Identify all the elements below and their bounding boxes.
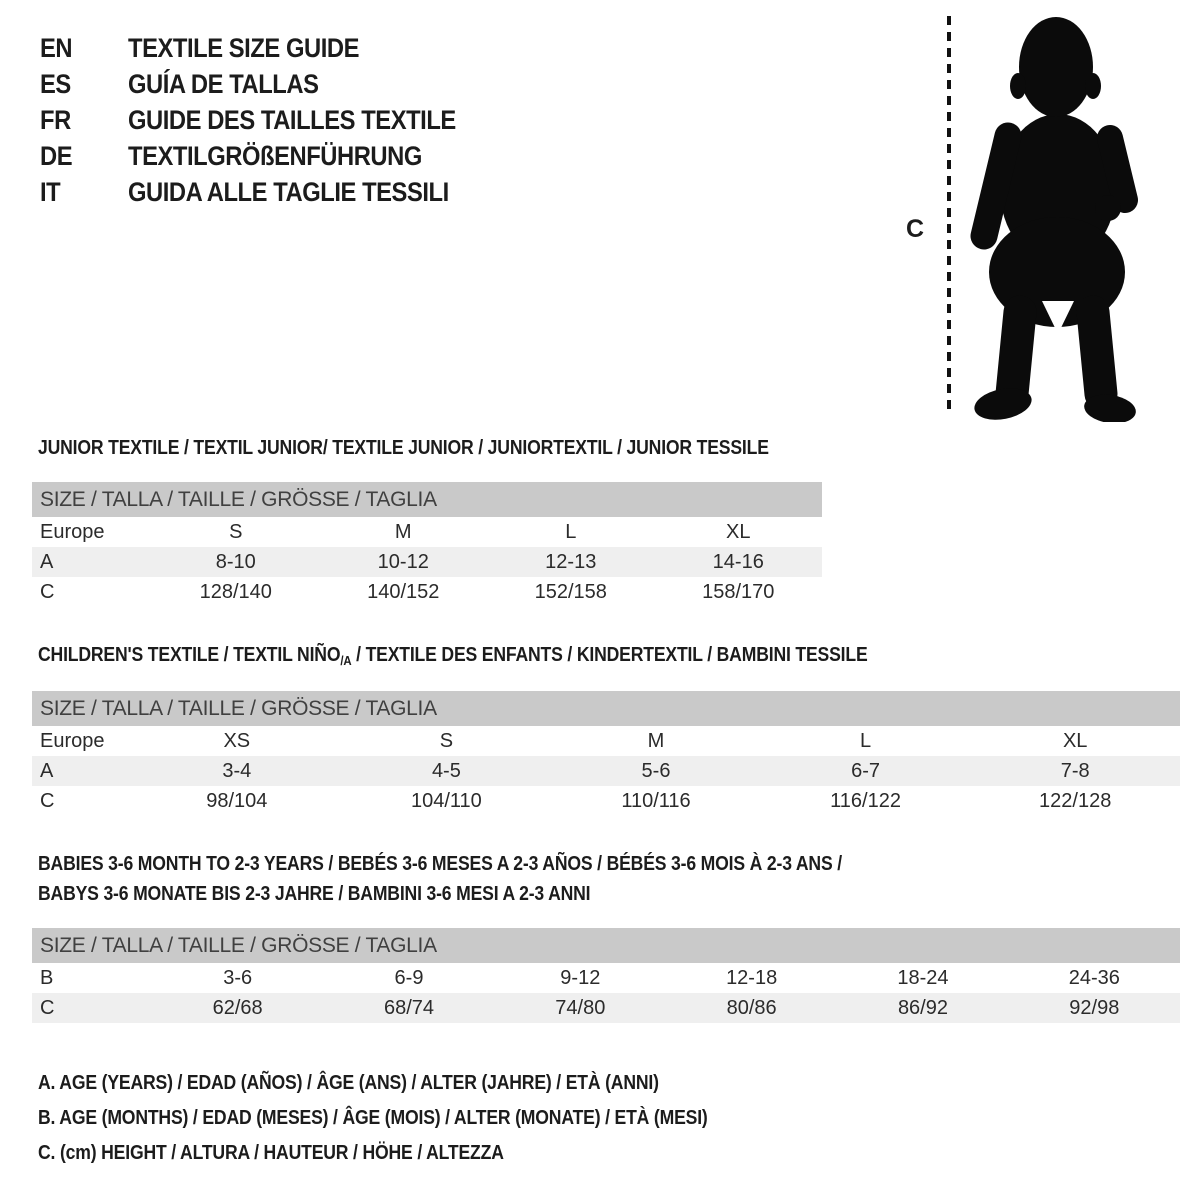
children-size-table bbox=[32, 691, 1180, 816]
language-code: ES bbox=[40, 68, 71, 99]
children-title-pre: CHILDREN'S TEXTILE / TEXTIL NIÑO bbox=[38, 644, 341, 666]
table-row-a bbox=[32, 547, 822, 577]
language-code: IT bbox=[40, 176, 61, 207]
language-code: DE bbox=[40, 140, 73, 171]
size-cell: 10-12 bbox=[377, 550, 429, 573]
size-cell: L bbox=[565, 520, 577, 543]
junior-section-title: JUNIOR TEXTILE / TEXTIL JUNIOR/ TEXTILE JUNIOR / JUNIORTEXTIL / JUNIOR TESSILE bbox=[38, 437, 769, 459]
size-cell: 24-36 bbox=[1068, 966, 1120, 989]
size-cell: XL bbox=[726, 520, 751, 543]
legend-line-b: B. AGE (MONTHS) / EDAD (MESES) / ÂGE (MOIS) / ALTER (MONATE) / ETÀ (MESI) bbox=[38, 1107, 708, 1129]
size-cell: S bbox=[439, 729, 454, 752]
size-cell: M bbox=[647, 729, 665, 752]
table-row-c bbox=[32, 993, 1180, 1023]
region-label: Europe bbox=[40, 520, 105, 543]
row-label: C bbox=[40, 996, 55, 1019]
size-cell: 7-8 bbox=[1060, 759, 1090, 782]
language-row-en bbox=[40, 30, 501, 66]
size-cell: 4-5 bbox=[431, 759, 461, 782]
size-cell: 116/122 bbox=[830, 789, 901, 812]
size-cell: 62/68 bbox=[212, 996, 263, 1019]
size-cell: 12-18 bbox=[726, 966, 778, 989]
height-dashed-line bbox=[945, 16, 953, 416]
height-measure-label: C bbox=[906, 215, 925, 243]
size-cell: 92/98 bbox=[1069, 996, 1120, 1019]
size-header-row bbox=[32, 482, 822, 517]
babies-section-title bbox=[38, 849, 952, 909]
size-cell: 18-24 bbox=[897, 966, 949, 989]
language-list bbox=[40, 30, 501, 210]
size-cell: L bbox=[860, 729, 872, 752]
region-label: Europe bbox=[40, 729, 105, 752]
size-cell: 86/92 bbox=[897, 996, 948, 1019]
language-row-es bbox=[40, 66, 501, 102]
row-label: B bbox=[40, 966, 54, 989]
size-cell: 12-13 bbox=[545, 550, 597, 573]
table-row-b bbox=[32, 963, 1180, 993]
size-cell: 9-12 bbox=[560, 966, 601, 989]
toddler-silhouette-icon bbox=[962, 14, 1140, 422]
size-cell: 152/158 bbox=[534, 580, 607, 603]
size-cell: 104/110 bbox=[410, 789, 482, 812]
measurement-legend bbox=[38, 1066, 799, 1171]
size-header-bar: SIZE / TALLA / TAILLE / GRÖSSE / TAGLIA bbox=[32, 691, 1180, 726]
size-cell: 6-9 bbox=[394, 966, 424, 989]
table-row-europe bbox=[32, 726, 1180, 756]
size-cell: 110/116 bbox=[621, 789, 691, 812]
size-header-row bbox=[32, 928, 1180, 963]
size-cell: 6-7 bbox=[851, 759, 881, 782]
babies-title-line2: BABYS 3-6 MONATE BIS 2-3 JAHRE / BAMBINI 3-6 MESI A 2-3 ANNI bbox=[38, 883, 591, 905]
language-title: TEXTILE SIZE GUIDE bbox=[128, 32, 360, 63]
row-label: A bbox=[40, 759, 54, 782]
row-label: C bbox=[40, 789, 55, 812]
table-row-a bbox=[32, 756, 1180, 786]
language-title: GUÍA DE TALLAS bbox=[128, 68, 319, 99]
size-cell: 3-4 bbox=[222, 759, 252, 782]
row-label: C bbox=[40, 580, 55, 603]
size-cell: 80/86 bbox=[726, 996, 777, 1019]
size-cell: 5-6 bbox=[641, 759, 671, 782]
language-row-de bbox=[40, 138, 501, 174]
size-cell: 3-6 bbox=[223, 966, 253, 989]
language-row-fr bbox=[40, 102, 501, 138]
children-title-sub: /A bbox=[340, 653, 352, 668]
size-header-row bbox=[32, 691, 1180, 726]
size-cell: 68/74 bbox=[383, 996, 435, 1019]
size-cell: M bbox=[394, 520, 412, 543]
size-cell: 128/140 bbox=[199, 580, 272, 603]
size-cell: XS bbox=[223, 729, 251, 752]
language-title: GUIDA ALLE TAGLIE TESSILI bbox=[128, 176, 449, 207]
size-header-bar: SIZE / TALLA / TAILLE / GRÖSSE / TAGLIA bbox=[32, 928, 1180, 963]
size-cell: 14-16 bbox=[712, 550, 764, 573]
size-cell: 158/170 bbox=[702, 580, 775, 603]
table-row-europe bbox=[32, 517, 822, 547]
babies-title-line1: BABIES 3-6 MONTH TO 2-3 YEARS / BEBÉS 3-6 MESES A 2-3 AÑOS / BÉBÉS 3-6 MOIS À 2-3 ANS / bbox=[38, 853, 842, 875]
size-header-bar: SIZE / TALLA / TAILLE / GRÖSSE / TAGLIA bbox=[32, 482, 822, 517]
table-row-c bbox=[32, 786, 1180, 816]
language-title: TEXTILGRÖßENFÜHRUNG bbox=[128, 140, 422, 171]
language-code: EN bbox=[40, 32, 73, 63]
size-cell: 8-10 bbox=[215, 550, 256, 573]
legend-line-c: C. (cm) HEIGHT / ALTURA / HAUTEUR / HÖHE / ALTEZZA bbox=[38, 1142, 504, 1164]
size-cell: 98/104 bbox=[206, 789, 268, 812]
language-row-it bbox=[40, 174, 501, 210]
size-cell: XL bbox=[1062, 729, 1088, 752]
size-cell: 74/80 bbox=[555, 996, 606, 1019]
size-cell: S bbox=[229, 520, 243, 543]
language-code: FR bbox=[40, 104, 71, 135]
language-title: GUIDE DES TAILLES TEXTILE bbox=[128, 104, 456, 135]
size-cell: 122/128 bbox=[1039, 789, 1112, 812]
children-title-post: / TEXTILE DES ENFANTS / KINDERTEXTIL / BAMBINI TESSILE bbox=[351, 644, 868, 666]
junior-size-table bbox=[32, 482, 822, 607]
children-section-title bbox=[38, 640, 868, 676]
row-label: A bbox=[40, 550, 54, 573]
table-row-c bbox=[32, 577, 822, 607]
legend-line-a: A. AGE (YEARS) / EDAD (AÑOS) / ÂGE (ANS) / ALTER (JAHRE) / ETÀ (ANNI) bbox=[38, 1072, 659, 1094]
size-cell: 140/152 bbox=[367, 580, 440, 603]
babies-size-table bbox=[32, 928, 1180, 1023]
